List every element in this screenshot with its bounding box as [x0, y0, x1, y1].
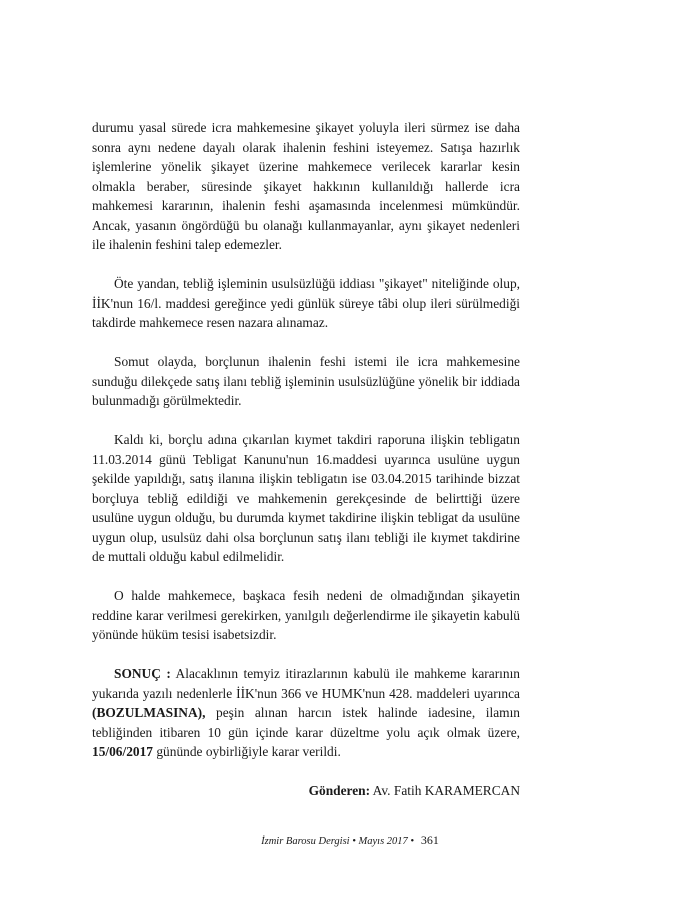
bold-text: SONUÇ :: [114, 666, 171, 681]
paragraph-text: durumu yasal sürede icra mahkemesine şikayet yoluyla ileri sürmez ise daha sonra aynı nedene dayalı olarak ihalenin feshini isteyemez. Satışa hazırlık işlemlerine yönelik şikayet üzerine mahkemece verilecek kararlar kesin olmakla beraber, süresinde şikayet hakkının kullanıldığı hallerde icra mahkemesi kararının, ihalenin feshi aşamasında incelenmesi mümkündür. Ancak, yasanın öngördüğü bu olanağı kullanmayanlar, aynı şikayet nedenleri ile ihalenin feshini talep edemezler.: [92, 120, 520, 252]
paragraph: [92, 274, 520, 333]
sender-name: Av. Fatih KARAMERCAN: [370, 783, 520, 798]
paragraph: [92, 118, 520, 255]
paragraph: [92, 586, 520, 645]
paragraph-text: peşin alınan harcın istek halinde iadesine, ilamın tebliğinden itibaren 10 gün içinde karar düzeltme yolu açık olmak üzere,: [92, 705, 520, 740]
page-footer: [0, 833, 700, 849]
paragraph-text: Somut olayda, borçlunun ihalenin feshi istemi ile icra mahkemesine sunduğu dilekçede satış ilanı tebliğ işleminin usulsüzlüğüne yönelik bir iddiada bulunmadığı görülmektedir.: [92, 354, 520, 408]
paragraph-text: Öte yandan, tebliğ işleminin usulsüzlüğü iddiası "şikayet" niteliğinde olup, İİK'nun 16/l. maddesi gereğince yedi günlük süreye tâbi olup ileri sürülmediği takdirde mahkemece resen nazara alınamaz.: [92, 276, 520, 330]
bold-text: (BOZULMASINA),: [92, 705, 206, 720]
sender-line: [92, 781, 520, 801]
document-body: [92, 118, 520, 801]
bold-text: 15/06/2017: [92, 744, 154, 759]
paragraph-text: Kaldı ki, borçlu adına çıkarılan kıymet takdiri raporuna ilişkin tebligatın 11.03.2014 günü Tebligat Kanunu'nun 16.maddesi uyarınca usulüne uygun şekilde yapıldığı, satış ilanına ilişkin tebligatın ise 03.04.2015 tarihinde bizzat borçluya tebliğ edildiği ve mahkemenin gerekçesinde de belirttiği üzere usulüne uygun olduğu, bu durumda kıymet takdirine ilişkin tebligat da usulüne uygun olup, usulsüz dahi olsa borçlunun satış ilanı tebliği ile kıymet takdirine de muttali olduğu kabul edilmelidir.: [92, 432, 520, 564]
paragraph: [92, 352, 520, 411]
paragraph-text: Alacaklının temyiz itirazlarının kabulü ile mahkeme kararının yukarıda yazılı nedenlerle İİK'nun 366 ve HUMK'nun 428. maddeleri uyarınca: [92, 666, 520, 701]
paragraph-text: gününde oybirliğiyle karar verildi.: [153, 744, 341, 759]
page-number: 361: [420, 833, 439, 847]
journal-name: İzmir Barosu Dergisi • Mayıs 2017 •: [261, 836, 415, 847]
paragraph: [92, 430, 520, 567]
paragraph: [92, 664, 520, 762]
paragraph-text: O halde mahkemece, başkaca fesih nedeni de olmadığından şikayetin reddine karar verilmesi gerekirken, yanılgılı değerlendirme ile şikayetin kabulü yönünde hüküm tesisi isabetsizdir.: [92, 588, 520, 642]
sender-label: Gönderen:: [308, 783, 371, 798]
